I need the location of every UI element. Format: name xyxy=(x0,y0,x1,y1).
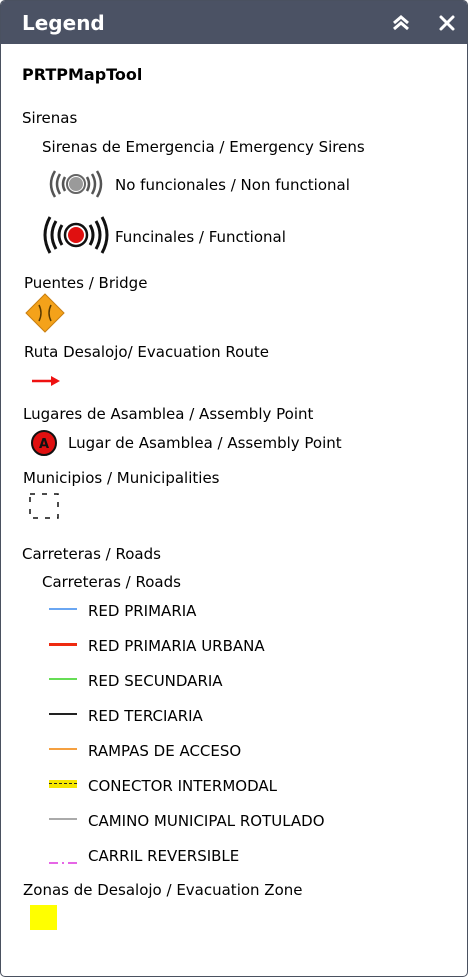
group-label-zonas: Zonas de Desalojo / Evacuation Zone xyxy=(23,881,303,899)
assembly-point-icon xyxy=(30,429,58,457)
layer-title: PRTPMapTool xyxy=(22,65,143,84)
road-secundaria-swatch xyxy=(49,678,77,680)
close-icon[interactable] xyxy=(435,11,459,35)
siren-nonfunctional-label: No funcionales / Non functional xyxy=(115,176,350,194)
bridge-icon xyxy=(25,293,65,333)
group-label-municipios: Municipios / Municipalities xyxy=(23,469,220,487)
group-label-carreteras: Carreteras / Roads xyxy=(22,545,161,563)
road-label: CAMINO MUNICIPAL ROTULADO xyxy=(88,812,325,830)
road-label: RED PRIMARIA xyxy=(88,602,197,620)
siren-nonfunctional-icon xyxy=(45,165,107,203)
road-label: RED SECUNDARIA xyxy=(88,672,223,690)
road-label: RAMPAS DE ACCESO xyxy=(88,742,242,760)
road-camino-swatch xyxy=(49,818,77,820)
road-primaria-swatch xyxy=(49,608,77,610)
road-terciaria-swatch xyxy=(49,713,77,715)
legend-header xyxy=(1,1,467,44)
road-label: RED PRIMARIA URBANA xyxy=(88,637,265,655)
svg-text:A: A xyxy=(38,437,50,452)
siren-functional-label: Funcinales / Functional xyxy=(115,228,286,246)
yellow-fill-icon xyxy=(30,905,57,930)
dashed-boundary-icon xyxy=(28,492,60,520)
sublabel-carreteras: Carreteras / Roads xyxy=(42,573,181,591)
double-chevron-up-icon[interactable] xyxy=(389,11,413,35)
legend-title: Legend xyxy=(22,11,105,35)
group-label-asamblea: Lugares de Asamblea / Assembly Point xyxy=(23,405,314,423)
road-primaria-urbana-swatch xyxy=(49,643,77,646)
group-label-puentes: Puentes / Bridge xyxy=(24,274,148,292)
road-conector-swatch xyxy=(49,780,77,788)
red-arrow-icon xyxy=(31,373,61,387)
siren-functional-icon xyxy=(39,212,113,258)
road-reversible-swatch xyxy=(49,851,77,857)
assembly-point-label: Lugar de Asamblea / Assembly Point xyxy=(68,434,342,452)
road-label: CARRIL REVERSIBLE xyxy=(88,847,240,865)
road-rampas-swatch xyxy=(49,748,77,750)
road-label: RED TERCIARIA xyxy=(88,707,203,725)
group-label-ruta: Ruta Desalojo/ Evacuation Route xyxy=(24,343,269,361)
group-label-sirenas: Sirenas xyxy=(22,109,78,127)
sublabel-sirenas: Sirenas de Emergencia / Emergency Sirens xyxy=(42,138,365,156)
road-label: CONECTOR INTERMODAL xyxy=(88,777,277,795)
